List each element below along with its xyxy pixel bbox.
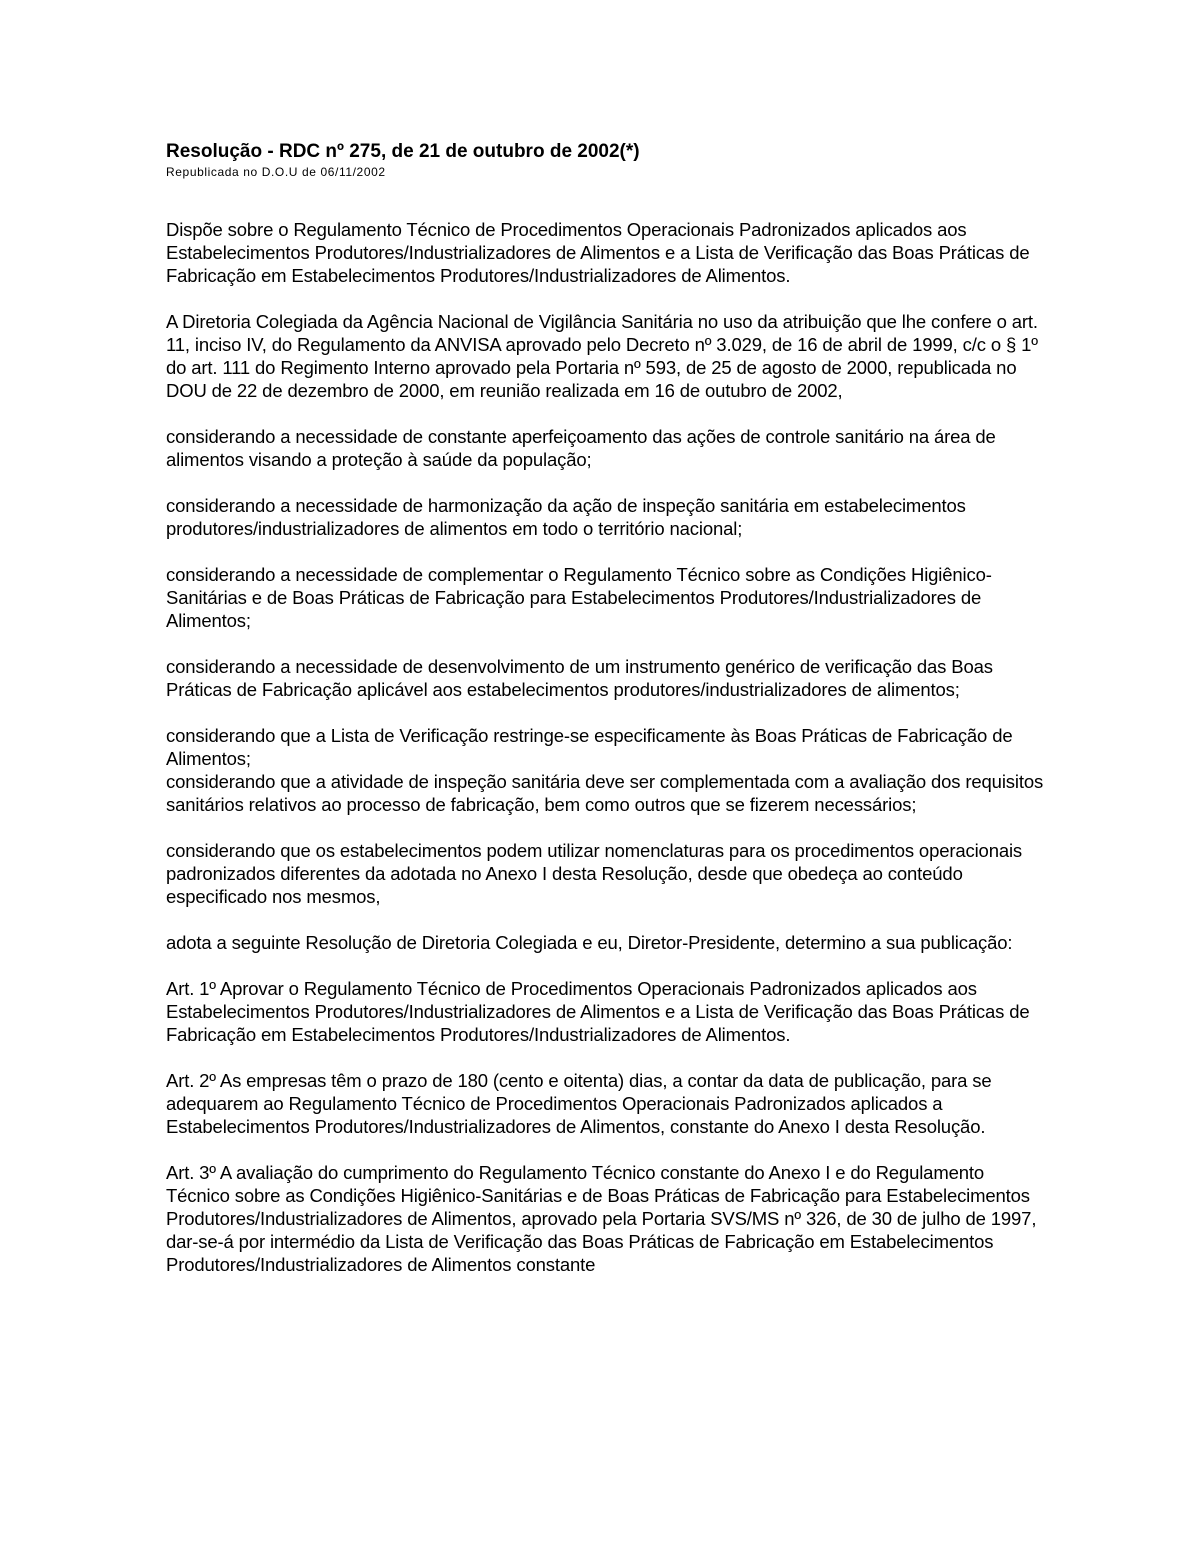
considerando-paragraph: considerando que os estabelecimentos podem utilizar nomenclaturas para os procedimentos operacionais padronizados diferentes da adotada no Anexo I desta Resolução, desde que obedeça ao conteúdo especificado nos mesmos, — [166, 840, 1023, 907]
preamble-paragraph: A Diretoria Colegiada da Agência Nacional de Vigilância Sanitária no uso da atribuição que lhe confere o art. 11, inciso IV, do Regulamento da ANVISA aprovado pelo Decreto nº 3.029, de 16 de abril de 1999, c/c o § 1º do art. 111 do Regimento Interno aprovado pela Portaria nº 593, de 25 de agosto de 2000, republicada no DOU de 22 de dezembro de 2000, em reunião realizada em 16 de outubro de 2002, — [166, 311, 1038, 401]
adoption-paragraph: adota a seguinte Resolução de Diretoria Colegiada e eu, Diretor-Presidente, determino a sua publicação: — [166, 932, 1013, 953]
article-1: Art. 1º Aprovar o Regulamento Técnico de Procedimentos Operacionais Padronizados aplicados aos Estabelecimentos Produtores/Industrializadores de Alimentos e a Lista de Verificação das Boas Práticas de Fabricação em Estabelecimentos Produtores/Industrializadores de Alimentos. — [166, 978, 1030, 1045]
considerando-paragraph: considerando a necessidade de complementar o Regulamento Técnico sobre as Condições Higiênico-Sanitárias e de Boas Práticas de Fabricação para Estabelecimentos Produtores/Industrializadores de Alimentos; — [166, 564, 992, 631]
ementa-paragraph: Dispõe sobre o Regulamento Técnico de Procedimentos Operacionais Padronizados aplicados aos Estabelecimentos Produtores/Industrializadores de Alimentos e a Lista de Verificação das Boas Práticas de Fabricação em Estabelecimentos Produtores/Industrializadores de Alimentos. — [166, 219, 1030, 286]
article-3: Art. 3º A avaliação do cumprimento do Regulamento Técnico constante do Anexo I e do Regulamento Técnico sobre as Condições Higiênico-Sanitárias e de Boas Práticas de Fabricação para Estabelecimentos Produtores/Industrializadores de Alimentos, aprovado pela Portaria SVS/MS nº 326, de 30 de julho de 1997, dar-se-á por intermédio da Lista de Verificação das Boas Práticas de Fabricação em Estabelecimentos Produtores/Industrializadores de Alimentos constante — [166, 1162, 1037, 1275]
document-title: Resolução - RDC nº 275, de 21 de outubro de 2002(*) — [166, 141, 640, 162]
considerando-paragraph: considerando que a Lista de Verificação restringe-se especificamente às Boas Práticas de Fabricação de Alimentos; — [166, 725, 1013, 769]
considerando-paragraph: considerando que a atividade de inspeção sanitária deve ser complementada com a avaliação dos requisitos sanitários relativos ao processo de fabricação, bem como outros que se fizerem necessários; — [166, 771, 1044, 815]
document-page — [166, 140, 1046, 1299]
considerando-paragraph: considerando a necessidade de desenvolvimento de um instrumento genérico de verificação das Boas Práticas de Fabricação aplicável aos estabelecimentos produtores/industrializadores de alimentos; — [166, 656, 993, 700]
article-2: Art. 2º As empresas têm o prazo de 180 (cento e oitenta) dias, a contar da data de publicação, para se adequarem ao Regulamento Técnico de Procedimentos Operacionais Padronizados aplicados a Estabelecimentos Produtores/Industrializadores de Alimentos, constante do Anexo I desta Resolução. — [166, 1070, 992, 1137]
considerando-paragraph: considerando a necessidade de constante aperfeiçoamento das ações de controle sanitário na área de alimentos visando a proteção à saúde da população; — [166, 426, 996, 470]
considerando-paragraph: considerando a necessidade de harmonização da ação de inspeção sanitária em estabelecimentos produtores/industrializadores de alimentos em todo o território nacional; — [166, 495, 966, 539]
republication-note: Republicada no D.O.U de 06/11/2002 — [166, 165, 386, 179]
